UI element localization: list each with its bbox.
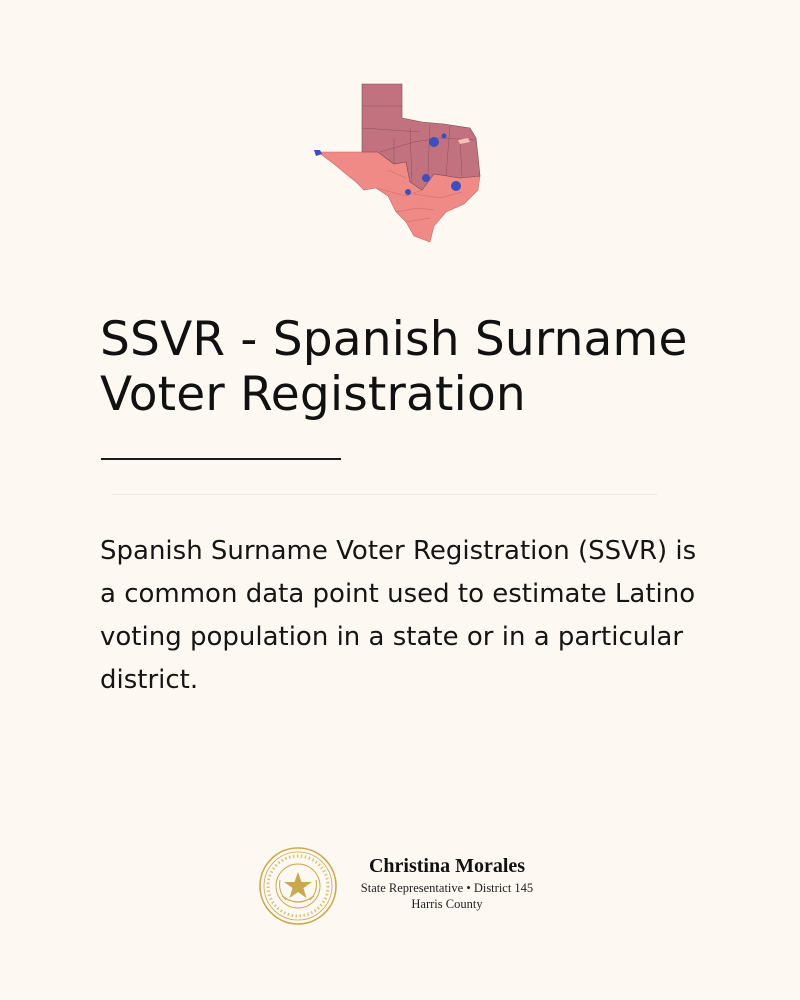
signature-block	[258, 846, 558, 936]
title-divider	[101, 458, 341, 460]
county-label: Harris County	[411, 897, 483, 911]
representative-title: State Representative • District 145	[360, 881, 534, 895]
texas-house-seal-icon	[258, 846, 338, 926]
description-text: Spanish Surname Voter Registration (SSVR) is a common data point used to estimate Latino voting population in a state or in a particular district.	[100, 536, 697, 695]
page-title: SSVR - Spanish Surname Voter Registration	[100, 312, 688, 422]
section-divider	[112, 494, 657, 495]
representative-name: Christina Morales	[368, 855, 526, 877]
texas-district-map-icon	[310, 78, 490, 244]
